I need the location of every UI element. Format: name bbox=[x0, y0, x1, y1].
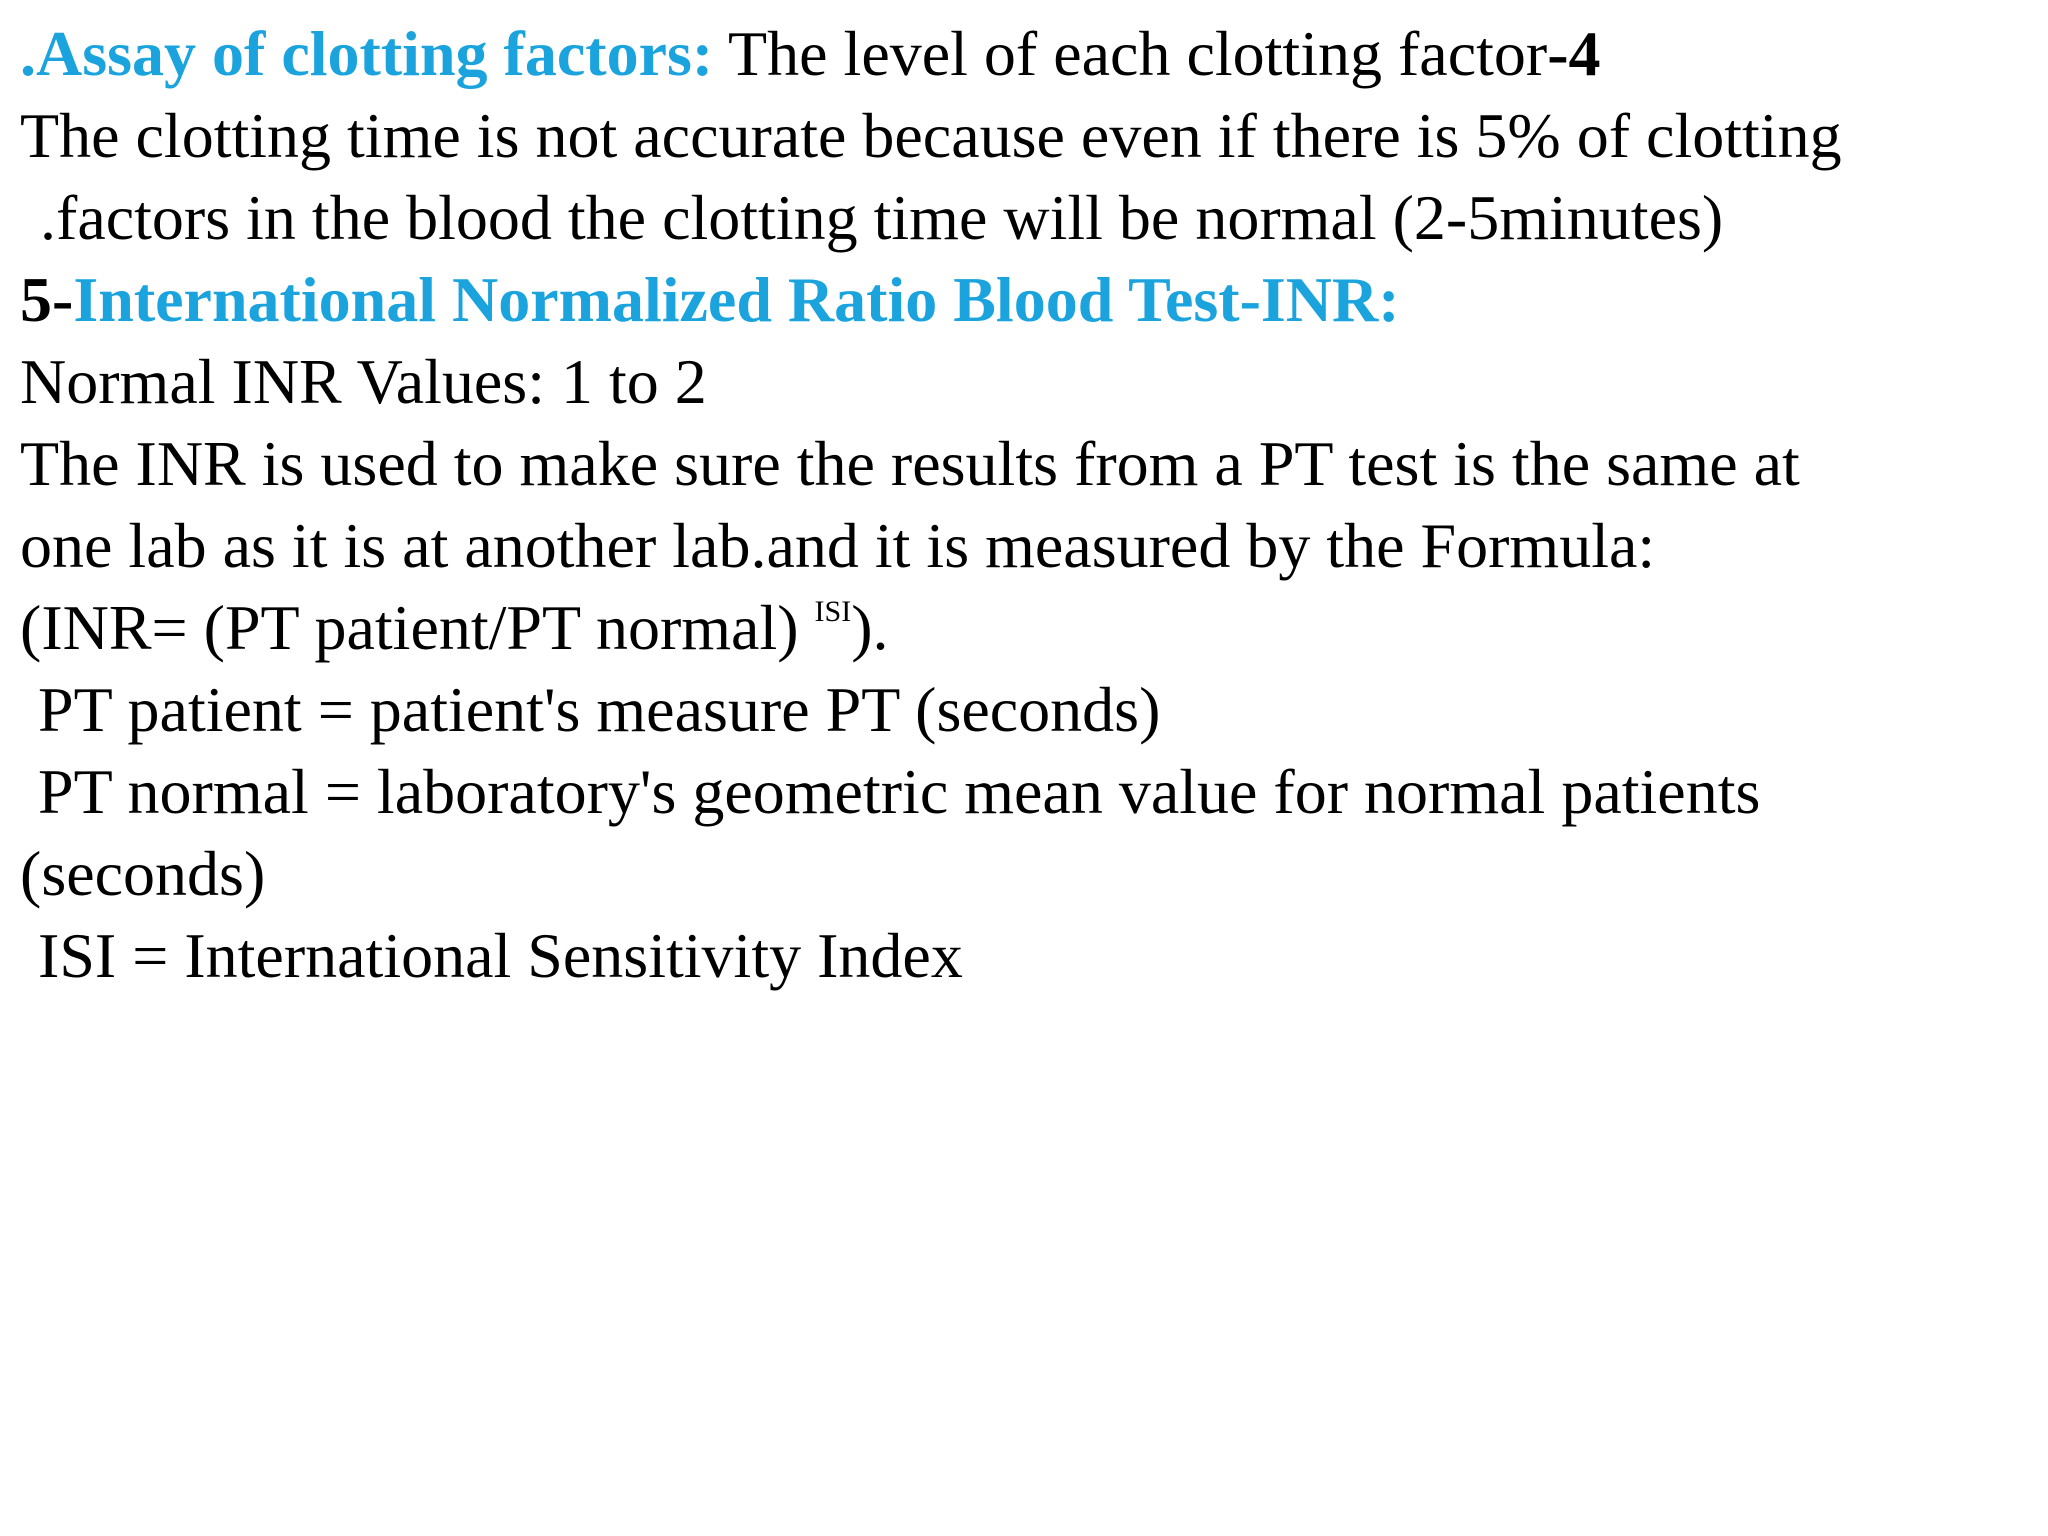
inr-description-line-2: one lab as it is at another lab.and it is measured by the Formula: bbox=[20, 510, 1656, 581]
inr-description-line-1: The INR is used to make sure the results from a PT test is the same at bbox=[20, 428, 1800, 499]
section-4-heading-line bbox=[20, 16, 1601, 92]
section-5-heading: International Normalized Ratio Blood Test-INR: bbox=[73, 264, 1400, 335]
normal-inr-values: Normal INR Values: 1 to 2 bbox=[20, 346, 707, 417]
formula-end: ). bbox=[851, 592, 889, 663]
section-4-number: -4 bbox=[1547, 18, 1601, 89]
definition-pt-normal-line-1: PT normal = laboratory's geometric mean value for normal patients bbox=[38, 756, 1761, 827]
section-4-text: The level of each clotting factor bbox=[713, 18, 1548, 89]
inr-formula bbox=[20, 590, 889, 666]
formula-main: (INR= (PT patient/PT normal) bbox=[20, 592, 815, 663]
formula-exponent: ISI bbox=[814, 595, 852, 628]
section-4-line-2: The clotting time is not accurate because even if there is 5% of clotting bbox=[20, 100, 1842, 171]
section-5-number: 5- bbox=[20, 264, 74, 335]
definition-pt-patient: PT patient = patient's measure PT (seconds) bbox=[38, 674, 1161, 745]
section-4-prefix: . bbox=[20, 18, 36, 89]
definition-pt-normal-line-2: (seconds) bbox=[20, 838, 266, 909]
section-5-heading-line bbox=[20, 262, 1400, 338]
definition-isi: ISI = International Sensitivity Index bbox=[38, 920, 963, 991]
section-4-heading: Assay of clotting factors: bbox=[36, 18, 714, 89]
section-4-line-3: .factors in the blood the clotting time will be normal (2-5minutes) bbox=[40, 182, 1724, 253]
